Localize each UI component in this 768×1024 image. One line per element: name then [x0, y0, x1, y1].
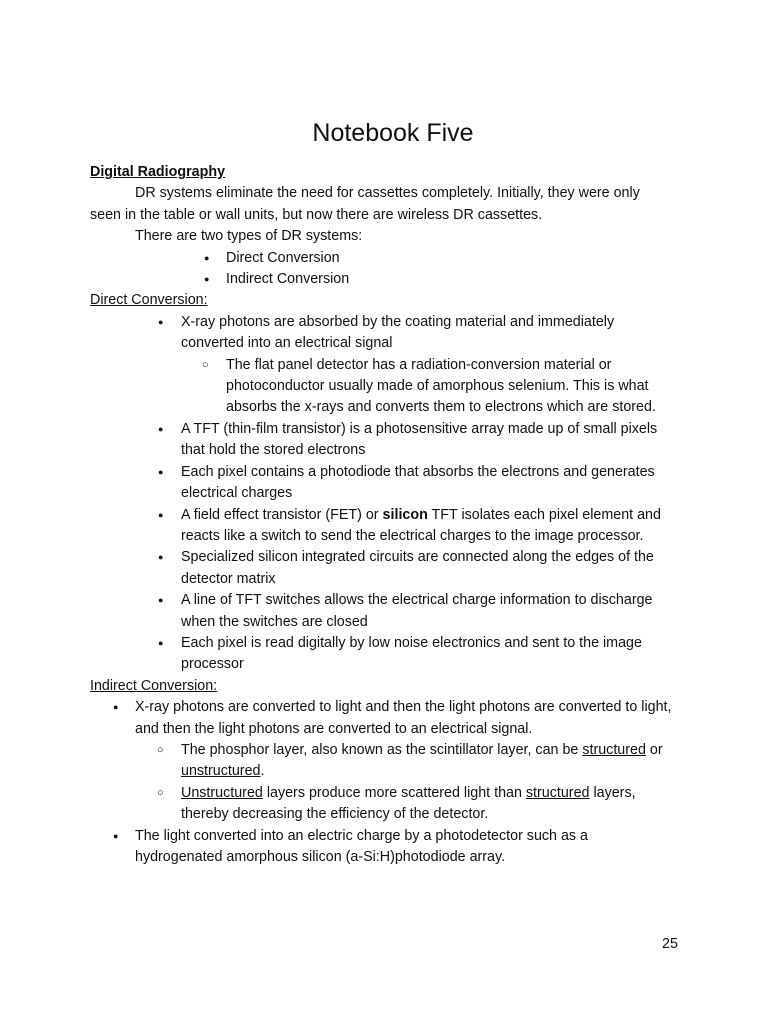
list-item: ● A TFT (thin-film transistor) is a photosensitive array made up of small pixels that hold the stored electrons: [158, 420, 658, 459]
list-item: ● X-ray photons are absorbed by the coating material and immediately converted into an electrical signal: [158, 313, 615, 352]
section-heading-indirect-conversion: Indirect Conversion:: [90, 677, 218, 694]
section-heading-digital-radiography: Digital Radiography: [90, 164, 226, 180]
circle-bullet-icon: ○: [157, 786, 164, 799]
bullet-icon: ●: [204, 274, 210, 285]
list-item: ● A field effect transistor (FET) or silicon TFT isolates each pixel element and reacts like a switch to send the electrical charges to the image processor.: [158, 506, 661, 544]
page-title: Notebook Five: [312, 119, 474, 147]
bullet-icon: ●: [158, 423, 164, 434]
list-item: ● Direct Conversion: [90, 248, 690, 269]
document-page: [90, 118, 690, 868]
bullet-icon: ●: [158, 637, 164, 648]
list-item: ● A line of TFT switches allows the electrical charge information to discharge when the switches are closed: [158, 592, 653, 630]
circle-bullet-icon: ○: [157, 743, 164, 756]
sub-list-item: ○ The phosphor layer, also known as the scintillator layer, can be structured or unstructured.: [157, 741, 663, 780]
page-number: 25: [662, 936, 678, 952]
section-heading-direct-conversion: Direct Conversion:: [90, 292, 208, 309]
sub-list-item: ○ The flat panel detector has a radiation-conversion material or photoconductor usually made of amorphous selenium. This is what absorbs the x-rays and converts them to electrons which are stored.: [202, 356, 656, 416]
list-item: ● Each pixel is read digitally by low noise electronics and sent to the image processor: [158, 634, 642, 673]
list-item: ● Specialized silicon integrated circuits are connected along the edges of the detector matrix: [158, 549, 654, 587]
bullet-icon: ●: [113, 830, 119, 841]
paragraph-line: There are two types of DR systems:: [135, 228, 363, 245]
bullet-icon: ●: [113, 702, 119, 713]
indirect-conversion-list: [90, 697, 690, 868]
dr-types-list: [90, 248, 690, 291]
bullet-icon: ●: [204, 252, 210, 263]
paragraph-line: DR systems eliminate the need for cassettes completely. Initially, they were only: [135, 185, 640, 202]
list-item: ● Each pixel contains a photodiode that absorbs the electrons and generates electrical charges: [158, 463, 655, 502]
bullet-icon: ●: [158, 509, 164, 520]
list-item: ● The light converted into an electric charge by a photodetector such as a hydrogenated amorphous silicon (a-Si:H)photodiode array.: [113, 827, 589, 865]
bullet-icon: ●: [158, 316, 164, 327]
sub-list-item: ○ Unstructured layers produce more scattered light than structured layers, thereby decreasing the efficiency of the detector.: [157, 784, 636, 823]
direct-conversion-list: [90, 312, 690, 676]
bullet-icon: ●: [158, 552, 164, 563]
circle-bullet-icon: ○: [202, 358, 209, 371]
paragraph-line: seen in the table or wall units, but now there are wireless DR cassettes.: [90, 206, 543, 223]
bullet-icon: ●: [158, 595, 164, 606]
list-item: ● X-ray photons are converted to light and then the light photons are converted to light, and then the light photons are converted to an electrical signal.: [113, 699, 672, 737]
list-item: ● Indirect Conversion: [90, 269, 690, 290]
bullet-icon: ●: [158, 466, 164, 477]
